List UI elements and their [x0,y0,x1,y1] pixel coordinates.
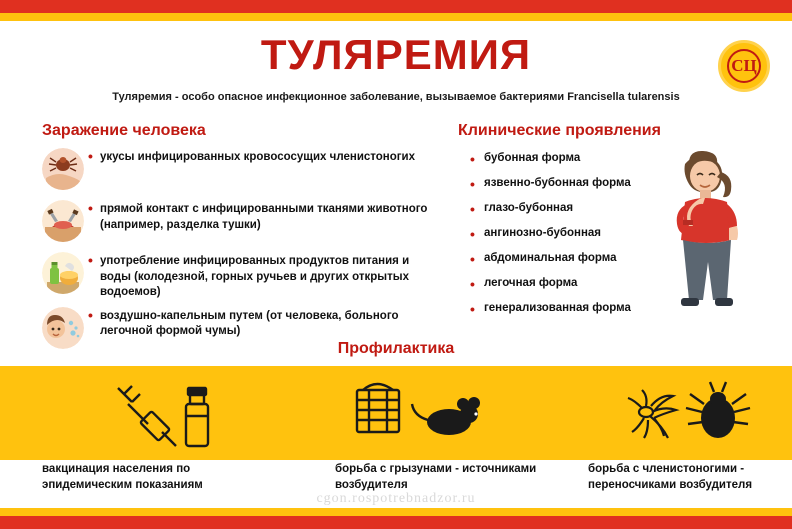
list-item: • бубонная форма [470,152,690,164]
list-item [42,307,432,353]
list-item-label: • употребление инфицированных продуктов питания и воды (колодезной, горных ручьев и других открытых водоемов) [100,252,432,301]
bottom-red-bar [0,516,792,529]
list-item [42,148,432,194]
prophylaxis-item-vaccination [42,366,282,460]
prophylaxis-caption-rodents: борьба с грызунами - источниками возбудителя [335,463,537,491]
tick-bite-icon [42,148,84,190]
list-item: • легочная форма [470,277,690,289]
top-yellow-bar [0,13,792,21]
list-item-label: • воздушно-капельным путем (от человека, больного легочной формой чумы) [100,307,432,340]
top-red-bar [0,0,792,13]
section-heading-infection: Заражение человека [42,122,206,139]
infection-routes-list [42,148,432,359]
prophylaxis-item-rodents [300,366,540,460]
bottom-yellow-bar [0,508,792,516]
section-heading-prophylaxis: Профилактика [337,340,455,357]
page-subtitle: Туляремия - особо опасное инфекционное заболевание, вызываемое бактериями Francisella tularensis [112,91,680,103]
organization-logo [718,40,770,92]
mosquito-tick-icon [572,372,792,457]
rodent-trap-icon [300,376,540,451]
prophylaxis-caption-arthropods: борьба с членистоногими - переносчиками возбудителя [588,463,753,491]
list-item: • генерализованная форма [470,302,690,314]
list-item [42,200,432,246]
list-item-label: • прямой контакт с инфицированными тканями животного (например, разделка тушки) [100,200,432,233]
syringe-vaccine-icon [42,374,282,457]
list-item: • глазо-бубонная [470,202,690,214]
contaminated-food-water-icon [42,252,84,294]
poster-header [0,21,792,111]
airborne-droplets-icon [42,307,84,349]
prophylaxis-item-arthropods [572,366,792,460]
sick-person-illustration [655,142,765,332]
butchering-carcass-icon [42,200,84,242]
list-item: • абдоминальная форма [470,252,690,264]
list-item: • ангинозно-бубонная [470,227,690,239]
list-item [42,252,432,301]
list-item-label: • укусы инфицированных кровососущих членистоногих [100,148,432,166]
section-heading-clinical: Клинические проявления [458,122,661,139]
page-title: ТУЛЯРЕМИЯ [260,31,532,78]
list-item: • язвенно-бубонная форма [470,177,690,189]
logo-letters: СЦ [731,56,757,75]
watermark: cgon.rospotrebnadzor.ru [316,491,476,506]
prophylaxis-caption-vaccination: вакцинация населения по эпидемическим показаниям [42,463,203,491]
